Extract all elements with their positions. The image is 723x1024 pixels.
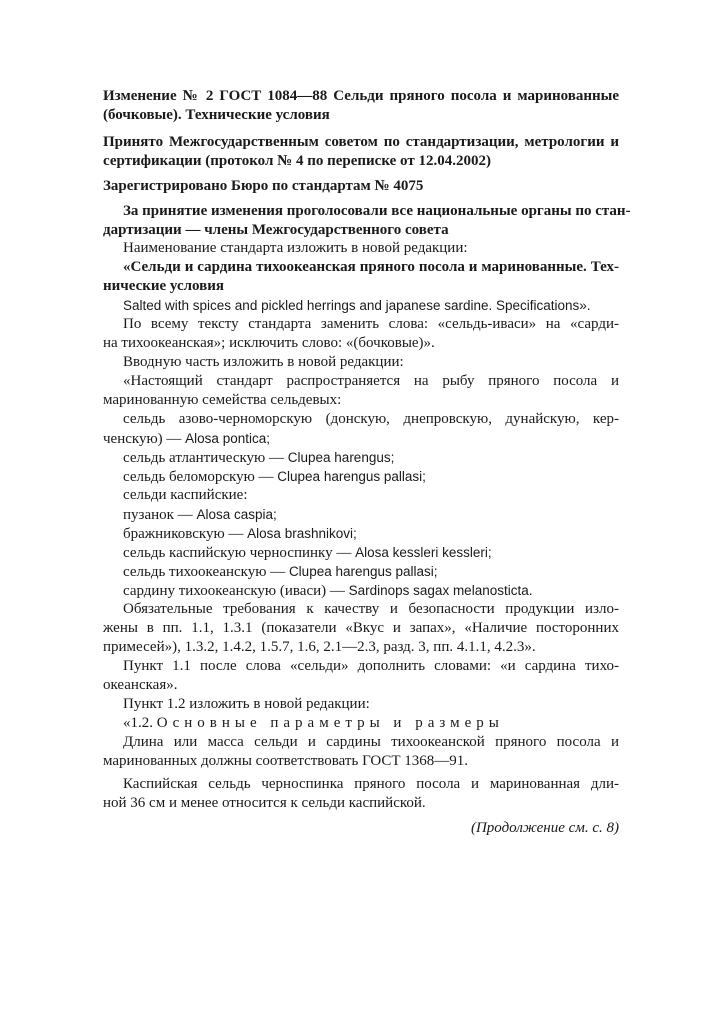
- paragraph: Каспийская сельдь черноспинка пряного посола и маринованная дли-: [123, 776, 619, 792]
- paragraph-cont: на тихоокеанская»; исключить слово: «(бочковые)».: [103, 335, 435, 351]
- paragraph-cont: маринованную семейства сельдевых:: [103, 392, 342, 408]
- paragraph: Вводную часть изложить в новой редакции:: [123, 354, 404, 370]
- species-item: пузанок — Alosa caspia;: [123, 507, 277, 523]
- paragraph: Наименование стандарта изложить в новой редакции:: [123, 240, 468, 256]
- vote-line-2: дартизации — члены Межгосударственного совета: [103, 222, 449, 238]
- adoption-line-cont: сертификации (протокол № 4 по переписке от 12.04.2002): [103, 153, 491, 169]
- paragraph-cont: примесей»), 1.3.2, 1.4.2, 1.5.7, 1.6, 2.1—2.3, разд. 3, пп. 4.1.1, 4.2.3».: [103, 639, 536, 655]
- vote-line-1: За принятие изменения проголосовали все национальные органы по стан-: [123, 203, 631, 219]
- paragraph: Длина или масса сельди и сардины тихоокеанской пряного посола и: [123, 734, 619, 750]
- english-title: Salted with spices and pickled herrings and japanese sardine. Specifications».: [123, 298, 591, 313]
- amendment-title: Изменение № 2 ГОСТ 1084—88 Сельди пряного посола и маринованные: [103, 88, 619, 104]
- paragraph: По всему тексту стандарта заменить слова: «сельдь-иваси» на «сарди-: [123, 316, 619, 332]
- vote-statement: [103, 202, 631, 240]
- new-title-line-2: нические условия: [103, 278, 225, 294]
- new-title-line-1: «Сельди и сардина тихоокеанская пряного посола и маринованные. Тех-: [123, 259, 619, 275]
- paragraph: Обязательные требования к качеству и безопасности продукции изло-: [123, 601, 619, 617]
- paragraph: Пункт 1.2 изложить в новой редакции:: [123, 696, 370, 712]
- paragraph-cont: океанская».: [103, 677, 178, 693]
- paragraph-cont: ной 36 см и менее относится к сельди каспийской.: [103, 795, 426, 811]
- section-heading: «1.2. Основные параметры и размеры: [123, 715, 504, 731]
- registration-line: Зарегистрировано Бюро по стандартам № 4075: [103, 178, 424, 194]
- paragraph: Пункт 1.1 после слова «сельди» дополнить словами: «и сардина тихо-: [123, 658, 619, 674]
- species-item-cont: ченскую) — Alosa pontica;: [103, 431, 270, 447]
- amendment-header: [103, 87, 619, 196]
- amendment-title-cont: (бочковые). Технические условия: [103, 107, 330, 123]
- paragraph: «Настоящий стандарт распространяется на рыбу пряного посола и: [123, 373, 619, 389]
- species-item: сельдь азово-черноморскую (донскую, днепровскую, дунайскую, кер-: [123, 411, 619, 427]
- species-item: сельдь беломорскую — Clupea harengus pallasi;: [123, 469, 426, 485]
- paragraph-cont: маринованных должны соответствовать ГОСТ 1368—91.: [103, 753, 469, 769]
- species-group: сельди каспийские:: [123, 487, 248, 503]
- species-item: сардину тихоокеанскую (иваси) — Sardinops sagax melanosticta.: [123, 583, 533, 599]
- species-item: сельдь каспийскую черноспинку — Alosa kessleri kessleri;: [123, 545, 492, 561]
- amendment-body: [103, 239, 619, 838]
- adoption-line: Принято Межгосударственным советом по стандартизации, метрологии и: [103, 134, 619, 150]
- paragraph-cont: жены в пп. 1.1, 1.3.1 (показатели «Вкус и запах», «Наличие посторонних: [103, 620, 619, 636]
- species-item: сельдь тихоокеанскую — Clupea harengus pallasi;: [123, 564, 438, 580]
- continuation-note: (Продолжение см. с. 8): [470, 820, 619, 836]
- species-item: сельдь атлантическую — Clupea harengus;: [123, 450, 395, 466]
- species-item: бражниковскую — Alosa brashnikovi;: [123, 526, 357, 542]
